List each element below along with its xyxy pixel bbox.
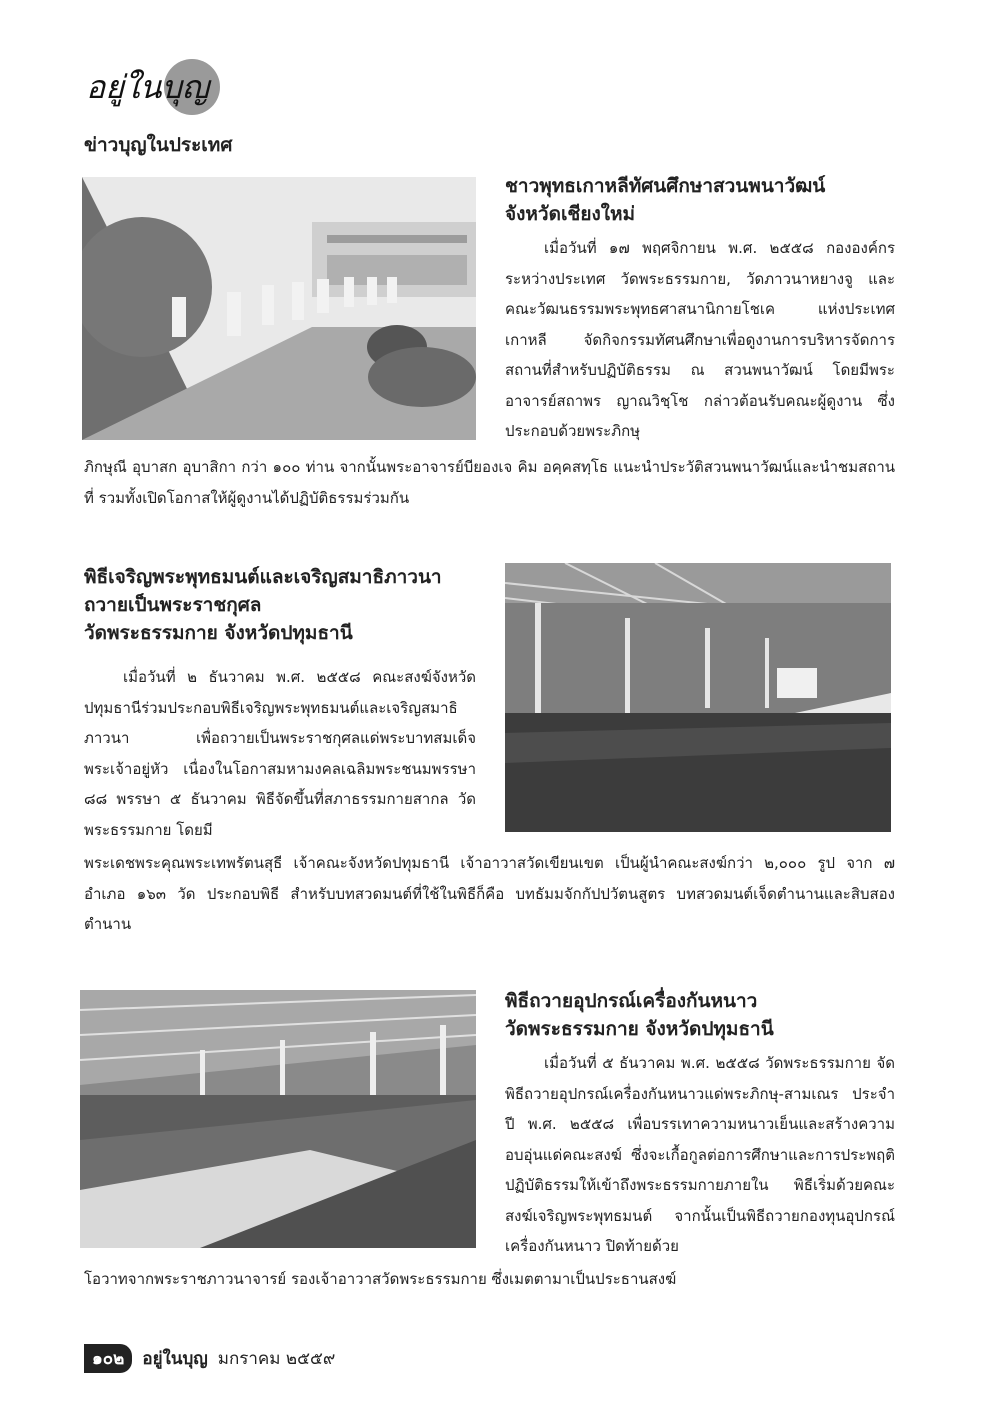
magazine-logo [84, 56, 224, 118]
section-title: ข่าวบุญในประเทศ [84, 134, 233, 156]
article-body: เมื่อวันที่ ๑๗ พฤศจิกายน พ.ศ. ๒๕๕๘ กององค์กรระหว่างประเทศ วัดพระธรรมกาย, วัดภาวนาหยางจู และคณะวัฒนธรรมพระพุทธศาสนานิกายโชเค แห่งประเทศเกาหลี จัดกิจกรรมทัศนศึกษาเพื่อดูงานการบริหารจัดการสถานที่สำหรับปฏิบัติธรรม ณ สวนพนาวัฒน์ โดยมีพระอาจารย์สถาพร ญาณวิชฺโช กล่าวต้อนรับคณะผู้ดูงาน ซึ่งประกอบด้วยพระภิกษุ [505, 239, 895, 440]
photo-chanting-ceremony [505, 563, 891, 832]
article-body-continued: ภิกษุณี อุบาสก อุบาสิกา กว่า ๑๐๐ ท่าน จากนั้นพระอาจารย์บียองเจ คิม อคฺคสทฺโธ แนะนำประวัติสวนพนาวัฒน์และนำชมสถานที่ รวมทั้งเปิดโอกาสให้ผู้ดูงานได้ปฏิบัติธรรมร่วมกัน [84, 458, 895, 507]
article-body-continued: พระเดชพระคุณพระเทพรัตนสุธี เจ้าคณะจังหวัดปทุมธานี เจ้าอาวาสวัดเขียนเขต เป็นผู้นำคณะสงฆ์กว่า ๒,๐๐๐ รูป จาก ๗ อำเภอ ๑๖๓ วัด ประกอบพิธี สำหรับบทสวดมนต์ที่ใช้ในพิธีก็คือ บทธัมมจักกัปปวัตนสูตร บทสวดมนต์เจ็ดตำนานและสิบสองตำนาน [84, 854, 895, 933]
article-body: เมื่อวันที่ ๕ ธันวาคม พ.ศ. ๒๕๕๘ วัดพระธรรมกาย จัดพิธีถวายอุปกรณ์เครื่องกันหนาวแด่พระภิกษุ-สามเณร ประจำปี พ.ศ. ๒๕๕๘ เพื่อบรรเทาความหนาวเย็นและสร้างความอบอุ่นแด่คณะสงฆ์ ซึ่งจะเกื้อกูลต่อการศึกษาและการประพฤติปฏิบัติธรรมให้เข้าถึงพระธรรมกายภายใน พิธีเริ่มด้วยคณะสงฆ์เจริญพระพุทธมนต์ จากนั้นเป็นพิธีถวายกองทุนอุปกรณ์เครื่องกันหนาว ปิดท้ายด้วย [505, 1054, 895, 1255]
article-title: พิธีถวายอุปกรณ์เครื่องกันหนาว วัดพระธรรมกาย จังหวัดปทุมธานี [505, 990, 774, 1040]
issue-date: มกราคม ๒๕๕๙ [217, 1348, 336, 1369]
article-title: พิธีเจริญพระพุทธมนต์และเจริญสมาธิภาวนา ถวายเป็นพระราชกุศล วัดพระธรรมกาย จังหวัดปทุมธานี [84, 566, 442, 644]
magazine-name: อยู่ในบุญ [142, 1348, 208, 1369]
photo-cold-weather-offering [80, 990, 476, 1248]
article-title: ชาวพุทธเกาหลีทัศนศึกษาสวนพนาวัฒน์ จังหวัดเชียงใหม่ [505, 175, 826, 225]
photo-walking-meditation [82, 177, 476, 440]
page-footer [84, 1345, 335, 1371]
page-number: ๑๐๒ [84, 1344, 132, 1373]
article-body: เมื่อวันที่ ๒ ธันวาคม พ.ศ. ๒๕๕๘ คณะสงฆ์จังหวัดปทุมธานีร่วมประกอบพิธีเจริญพระพุทธมนต์และเจริญสมาธิภาวนา เพื่อถวายเป็นพระราชกุศลแด่พระบาทสมเด็จพระเจ้าอยู่หัว เนื่องในโอกาสมหามงคลเฉลิมพระชนมพรรษา ๘๘ พรรษา ๕ ธันวาคม พิธีจัดขึ้นที่สภาธรรมกายสากล วัดพระธรรมกาย โดยมี [84, 668, 476, 839]
article-body-continued: โอวาทจากพระราชภาวนาจารย์ รองเจ้าอาวาสวัดพระธรรมกาย ซึ่งเมตตามาเป็นประธานสงฆ์ [84, 1270, 677, 1288]
logo-text: อยู่ในบุญ [86, 68, 210, 106]
